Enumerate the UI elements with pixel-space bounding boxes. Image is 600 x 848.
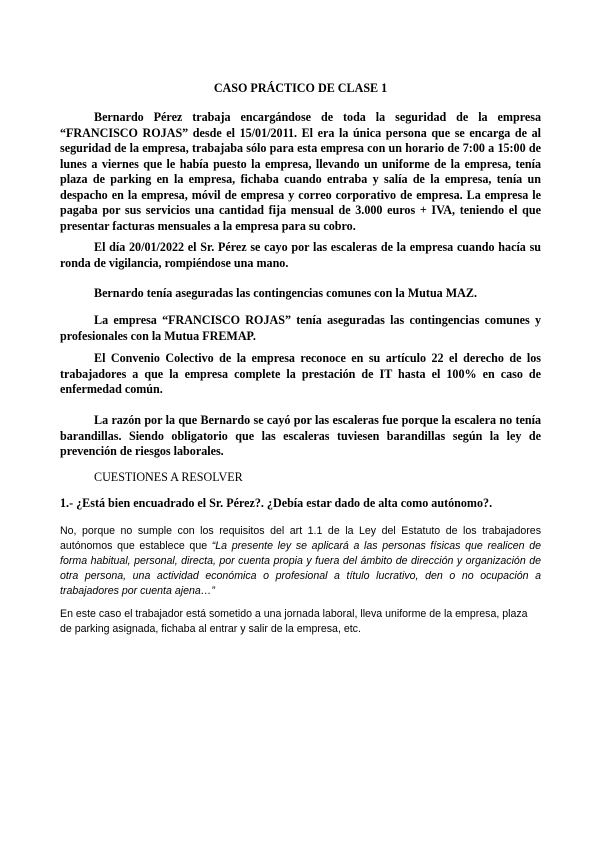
case-paragraph-4: La empresa “FRANCISCO ROJAS” tenía aseguradas las contingencias comunes y profesionales con la Mutua FREMAP. bbox=[60, 313, 541, 343]
case-paragraph-2: El día 20/01/2022 el Sr. Pérez se cayo por las escaleras de la empresa cuando hacía su ronda de vigilancia, rompiéndose una mano. bbox=[60, 240, 541, 270]
answer-1-quote: “La presente ley se aplicará a las personas físicas que realicen de forma habitual, personal, directa, por cuenta propia y fuera del ámbito de dirección y organización de otra persona, una actividad económica o profesional a título lucrativo, den o no ocupación a trabajadores por cuenta ajena…” bbox=[60, 540, 541, 597]
case-paragraph-3: Bernardo tenía aseguradas las contingencias comunes con la Mutua MAZ. bbox=[94, 286, 477, 300]
case-paragraph-5: El Convenio Colectivo de la empresa reconoce en su artículo 22 el derecho de los trabajadores a que la empresa complete la prestación de IT hasta el 100% en caso de enfermedad común. bbox=[60, 351, 541, 396]
question-1: 1.- ¿Está bien encuadrado el Sr. Pérez?. ¿Debía estar dado de alta como autónomo?. bbox=[60, 496, 493, 510]
case-paragraph-6: La razón por la que Bernardo se cayó por las escaleras fue porque la escalera no tenía barandillas. Siendo obligatorio que las escaleras tuviesen barandillas según la ley de prevención de riesgos laborales. bbox=[60, 413, 541, 458]
answer-1-followup: En este caso el trabajador está sometido a una jornada laboral, lleva uniforme de la empresa, plaza de parking asignada, fichaba al entrar y salir de la empresa, etc. bbox=[60, 608, 528, 635]
case-paragraph-1: Bernardo Pérez trabaja encargándose de toda la seguridad de la empresa “FRANCISCO ROJAS” desde el 15/01/2011. El era la única persona que se encarga de al seguridad de la empresa, trabajaba sólo para esta empresa con un horario de 7:00 a 15:00 de lunes a viernes que le había puesto la empresa, llevando un uniforme de la empresa, tenía plaza de parking en la empresa, fichaba cuando entraba y salía de la empresa, tenía un despacho en la empresa, móvil de empresa y correo corporativo de empresa. La empresa le pagaba por sus servicios una cantidad fija mensual de 3.000 euros + IVA, teniendo el que presentar facturas mensuales a la empresa para su cobro. bbox=[60, 110, 541, 233]
section-heading: CUESTIONES A RESOLVER bbox=[94, 470, 243, 484]
answer-1-paragraph bbox=[60, 524, 541, 599]
answer-1-intro: No, porque no sumple con los requisitos del art 1.1 de la Ley del Estatuto de los trabajadores autónomos que establece que bbox=[60, 525, 541, 552]
document-title: CASO PRÁCTICO DE CLASE 1 bbox=[213, 81, 388, 95]
